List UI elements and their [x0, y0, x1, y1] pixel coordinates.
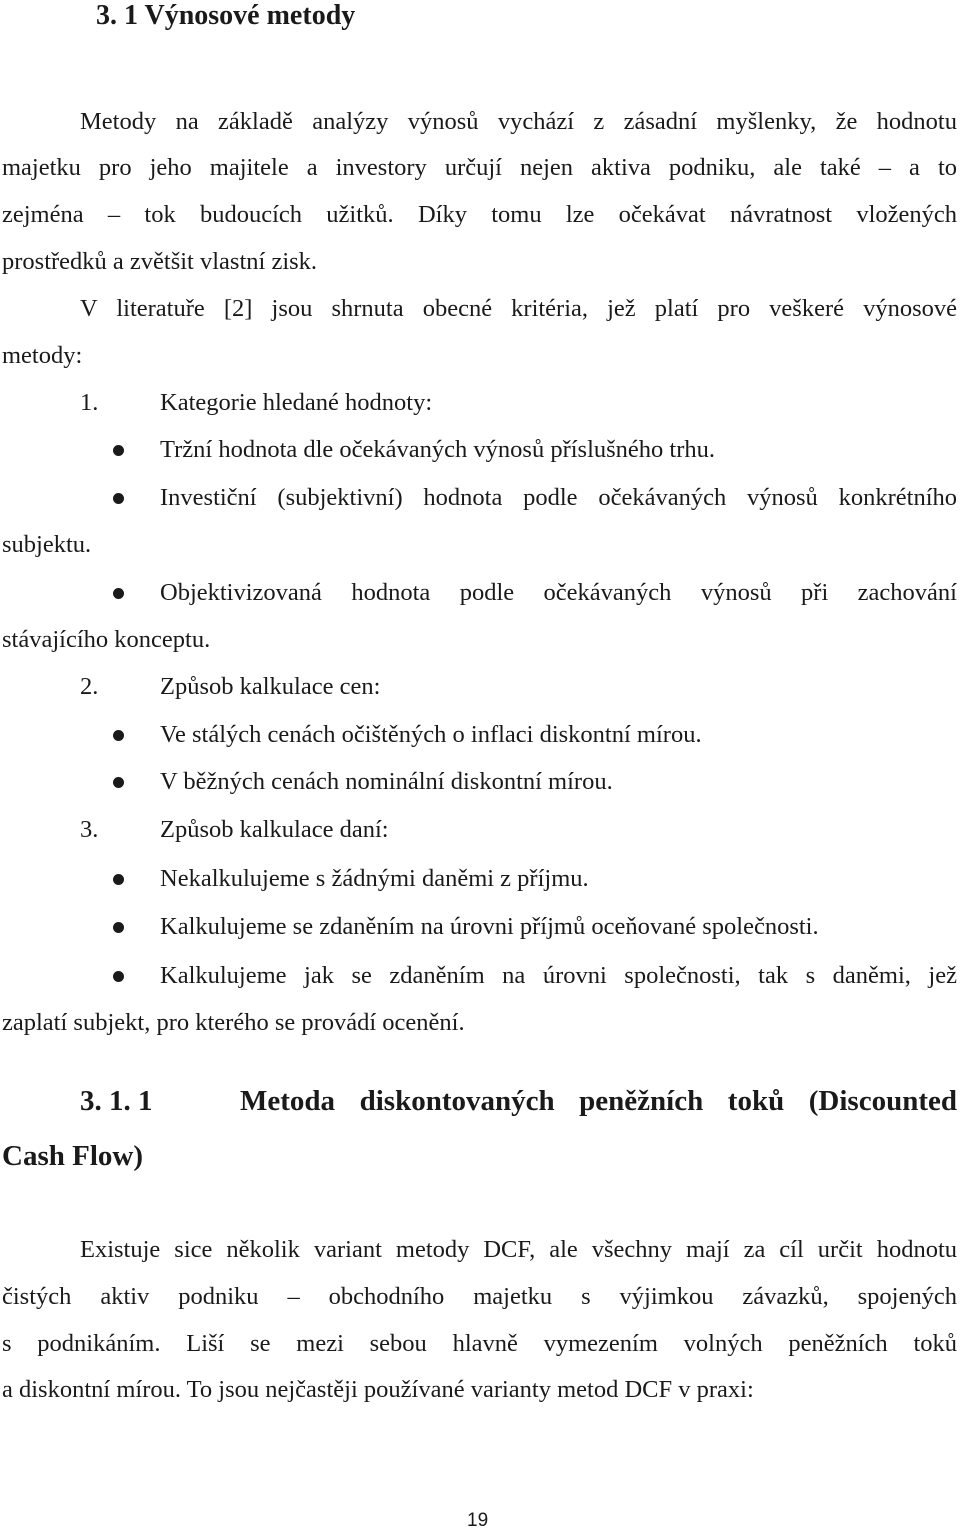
list-item-continued: stávajícího konceptu.: [2, 626, 211, 653]
intro-line: Metody na základě analýzy výnosů vychází z zásadní myšlenky, že hodnotu: [80, 108, 957, 135]
list-item: V běžných cenách nominální diskontní mírou.: [160, 768, 613, 795]
list-item: Objektivizovaná hodnota podle očekávaných výnosů při zachování: [160, 579, 957, 606]
bullet-icon: [113, 445, 124, 456]
bullet-icon: [113, 971, 124, 982]
subsection-title-continued: Cash Flow): [2, 1140, 143, 1172]
list-item: Ve stálých cenách očištěných o inflaci diskontní mírou.: [160, 721, 702, 748]
dcf-line: a diskontní mírou. To jsou nejčastěji používané varianty metod DCF v praxi:: [2, 1376, 754, 1403]
list-number: 2.: [80, 673, 99, 700]
list-item-continued: zaplatí subjekt, pro kterého se provádí ocenění.: [2, 1009, 465, 1036]
list-item: Nekalkulujeme s žádnými daněmi z příjmu.: [160, 865, 589, 892]
list-title: Kategorie hledané hodnoty:: [160, 389, 433, 416]
list-title: Způsob kalkulace daní:: [160, 816, 389, 843]
bullet-icon: [113, 493, 124, 504]
section-heading: 3. 1 Výnosové metody: [96, 0, 356, 31]
page-number: 19: [467, 1510, 489, 1531]
list-number: 1.: [80, 389, 99, 416]
list-item: Tržní hodnota dle očekávaných výnosů příslušného trhu.: [160, 436, 716, 463]
list-item: Kalkulujeme jak se zdaněním na úrovni společnosti, tak s daněmi, jež: [160, 962, 957, 989]
list-item: Investiční (subjektivní) hodnota podle očekávaných výnosů konkrétního: [160, 484, 957, 511]
intro-line: prostředků a zvětšit vlastní zisk.: [2, 248, 318, 275]
bullet-icon: [113, 922, 124, 933]
bullet-icon: [113, 874, 124, 885]
bullet-icon: [113, 730, 124, 741]
list-number: 3.: [80, 816, 99, 843]
subsection-title: Metoda diskontovaných peněžních toků (Discounted: [240, 1085, 957, 1117]
bullet-icon: [113, 777, 124, 788]
dcf-line: s podnikáním. Liší se mezi sebou hlavně vymezením volných peněžních toků: [2, 1330, 957, 1357]
subsection-number: 3. 1. 1: [80, 1085, 153, 1117]
dcf-line: čistých aktiv podniku – obchodního majetku s výjimkou závazků, spojených: [2, 1283, 957, 1310]
dcf-line: Existuje sice několik variant metody DCF, ale všechny mají za cíl určit hodnotu: [80, 1236, 957, 1263]
intro-line: majetku pro jeho majitele a investory určují nejen aktiva podniku, ale také – a to: [2, 154, 957, 181]
intro-line: zejména – tok budoucích užitků. Díky tomu lze očekávat návratnost vložených: [2, 201, 957, 228]
bullet-icon: [113, 588, 124, 599]
list-item-continued: subjektu.: [2, 531, 92, 558]
literature-line: V literatuře [2] jsou shrnuta obecné kritéria, jež platí pro veškeré výnosové: [80, 295, 957, 322]
literature-line: metody:: [2, 342, 83, 369]
list-item: Kalkulujeme se zdaněním na úrovni příjmů oceňované společnosti.: [160, 913, 819, 940]
list-title: Způsob kalkulace cen:: [160, 673, 381, 700]
